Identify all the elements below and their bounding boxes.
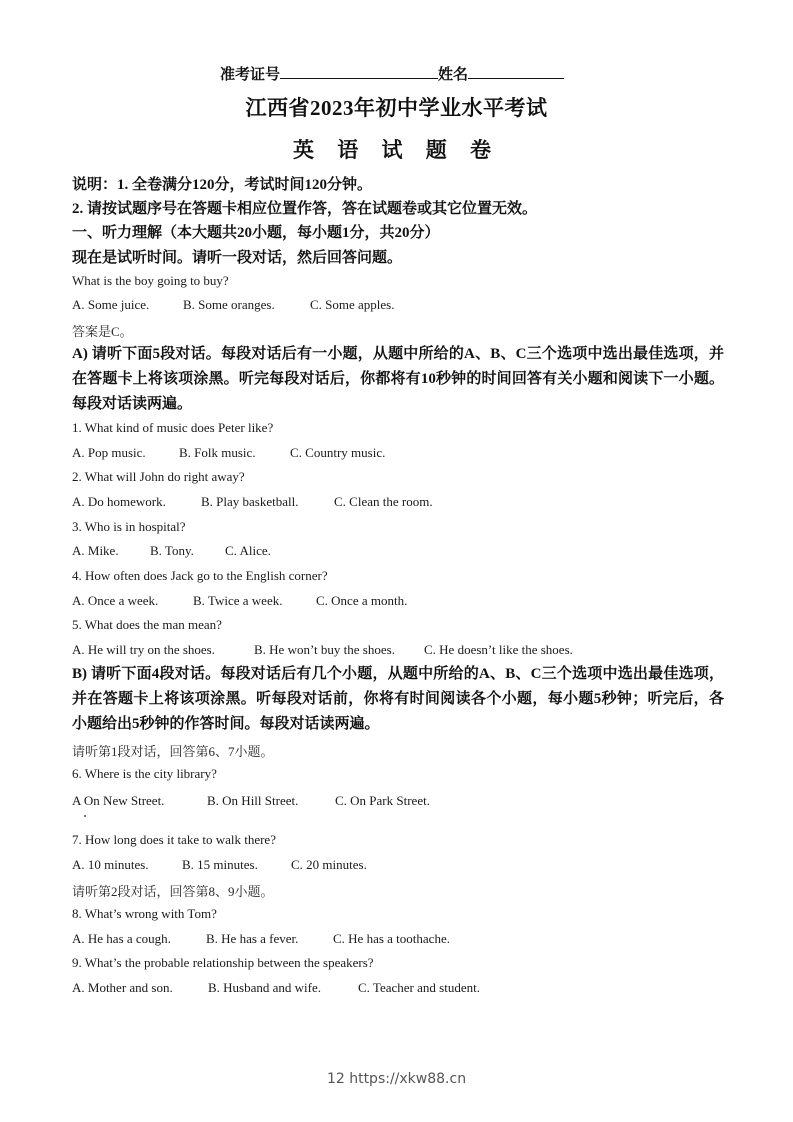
option: A. Mother and son. (72, 980, 173, 995)
option: A. He has a cough. (72, 931, 171, 946)
instructions-line-2: 2. 请按试题序号在答题卡相应位置作答，答在试题卷或其它位置无效。 (72, 201, 538, 217)
dialogue-1-note: 请听第1段对话，回答第6、7小题。 (72, 744, 274, 759)
option: C. He doesn’t like the shoes. (424, 642, 573, 657)
option: B. He has a fever. (206, 931, 299, 946)
option: C. Alice. (225, 543, 271, 558)
question-5: 5. What does the man mean? (72, 617, 222, 632)
trial-answer: 答案是C。 (72, 324, 133, 339)
section-heading: 一、听力理解（本大题共20小题，每小题1分，共20分） (72, 225, 440, 241)
option: A. He will try on the shoes. (72, 642, 215, 657)
option: C. 20 minutes. (291, 857, 367, 872)
option: A. Once a week. (72, 593, 159, 608)
name-blank (468, 64, 564, 79)
option: C. On Park Street. (335, 793, 430, 808)
option: C. Once a month. (316, 593, 408, 608)
option: C. He has a toothache. (333, 931, 450, 946)
question-1-options (72, 445, 385, 461)
option: B. Tony. (150, 543, 194, 558)
option: C. Clean the room. (334, 494, 433, 509)
question-5-options (72, 642, 573, 658)
question-4-options (72, 593, 407, 609)
option: B. Play basketball. (201, 494, 299, 509)
option: B. Twice a week. (193, 593, 283, 608)
option: A On New Street. (72, 793, 165, 808)
exam-id-blank (280, 64, 438, 79)
exam-subtitle: 英 语 试 题 卷 (293, 138, 500, 162)
option: A. 10 minutes. (72, 857, 149, 872)
question-4: 4. How often does Jack go to the English corner? (72, 568, 328, 583)
question-1: 1. What kind of music does Peter like? (72, 420, 274, 435)
candidate-info-line (220, 63, 564, 84)
option: B. On Hill Street. (207, 793, 299, 808)
question-6-options (72, 793, 430, 809)
option: C. Teacher and student. (358, 980, 480, 995)
question-8: 8. What’s wrong with Tom? (72, 906, 217, 921)
trial-options (72, 297, 395, 313)
option: A. Pop music. (72, 445, 146, 460)
question-3: 3. Who is in hospital? (72, 519, 186, 534)
question-8-options (72, 931, 450, 947)
option: B. Some oranges. (183, 297, 275, 312)
part-b-instruction: B) 请听下面4段对话。每段对话后有几个小题，从题中所给的A、B、C三个选项中选出最佳选项，并在答题卡上将该项涂黑。听每段对话前，你将有时间阅读各个小题，每小题5秒钟；听完后，各小题给出5秒钟的作答时间。每段对话读两遍。 (72, 666, 724, 732)
question-9: 9. What’s the probable relationship between the speakers? (72, 955, 374, 970)
question-2: 2. What will John do right away? (72, 469, 245, 484)
part-a-instruction: A) 请听下面5段对话。每段对话后有一小题，从题中所给的A、B、C三个选项中选出最佳选项，并在答题卡上将该项涂黑。听完每段对话后，你都将有10秒钟的时间回答有关小题和阅读下一小题。每段对话读两遍。 (72, 346, 724, 412)
option: A. Some juice. (72, 297, 150, 312)
stray-mark (84, 815, 86, 817)
question-2-options (72, 494, 433, 510)
option: A. Mike. (72, 543, 119, 558)
trial-heading: 现在是试听时间。请听一段对话，然后回答问题。 (72, 250, 403, 266)
option: B. Husband and wife. (208, 980, 322, 995)
question-6: 6. Where is the city library? (72, 766, 217, 781)
question-3-options (72, 543, 271, 559)
exam-id-label: 准考证号 (220, 67, 281, 83)
dialogue-2-note: 请听第2段对话，回答第8、9小题。 (72, 884, 274, 899)
question-9-options (72, 980, 480, 996)
question-7-options (72, 857, 367, 873)
option: B. 15 minutes. (182, 857, 258, 872)
question-7: 7. How long does it take to walk there? (72, 832, 276, 847)
option: B. Folk music. (179, 445, 256, 460)
option: C. Country music. (290, 445, 386, 460)
option: B. He won’t buy the shoes. (254, 642, 395, 657)
name-label: 姓名 (438, 67, 469, 83)
exam-title: 江西省2023年初中学业水平考试 (245, 96, 548, 120)
trial-question: What is the boy going to buy? (72, 273, 229, 288)
page-footer: 12 https://xkw88.cn (326, 1071, 467, 1087)
instructions-line-1: 说明：1. 全卷满分120分，考试时间120分钟。 (72, 177, 373, 193)
option: A. Do homework. (72, 494, 166, 509)
option: C. Some apples. (310, 297, 395, 312)
